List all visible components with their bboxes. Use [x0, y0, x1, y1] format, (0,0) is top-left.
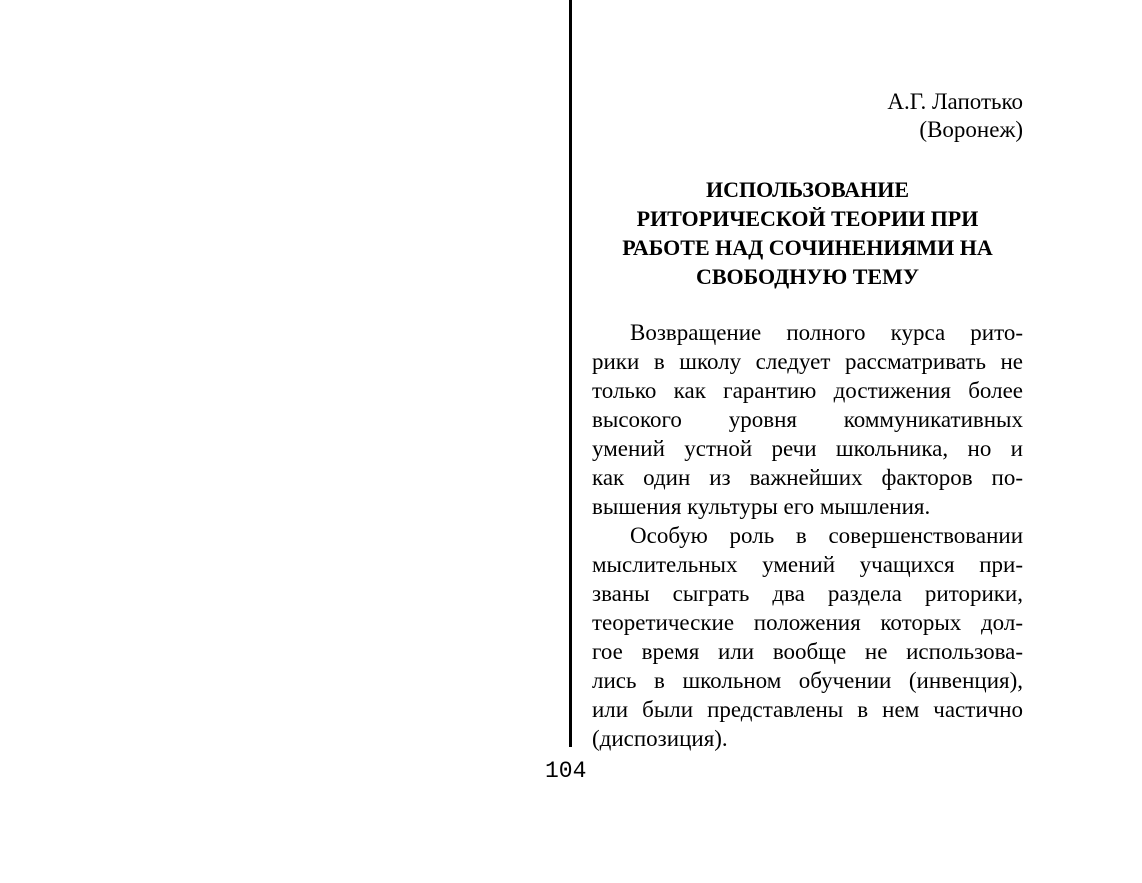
body-line: умений устной речи школьника, но и [592, 436, 1023, 461]
body-line: Возвращение полного курса рито- [630, 320, 1023, 345]
body-line: (диспозиция). [592, 726, 728, 751]
title-line: СВОБОДНУЮ ТЕМУ [695, 264, 919, 289]
title-line: РИТОРИЧЕСКОЙ ТЕОРИИ ПРИ [636, 206, 979, 231]
article-title [592, 175, 1023, 291]
author-name: А.Г. Лапотько [887, 89, 1023, 114]
author-block [592, 88, 1023, 144]
body-line: теоретические положения которых дол- [592, 610, 1023, 635]
body-line: вышения культуры его мышления. [592, 494, 931, 519]
body-line: Особую роль в совершенствовании [630, 523, 1023, 548]
body-line: высокого уровня коммуникативных [592, 407, 1023, 432]
body-line: рики в школу следует рассматривать не [592, 349, 1023, 374]
article-body [592, 318, 1023, 753]
title-line: РАБОТЕ НАД СОЧИНЕНИЯМИ НА [622, 235, 993, 260]
author-city: (Воронеж) [919, 117, 1023, 142]
body-line: званы сыграть два раздела риторики, [592, 581, 1023, 606]
body-line: как один из важнейших факторов по- [592, 465, 1023, 490]
page-number: 104 [545, 758, 587, 784]
title-line: ИСПОЛЬЗОВАНИЕ [705, 177, 910, 202]
body-line: мыслительных умений учащихся при- [592, 552, 1023, 577]
body-line: или были представлены в нем частично [592, 697, 1023, 722]
body-line: только как гарантию достижения более [592, 378, 1023, 403]
body-line: гое время или вообще не использова- [592, 639, 1023, 664]
body-paragraph [592, 521, 1023, 753]
body-line: лись в школьном обучении (инвенция), [592, 668, 1023, 693]
body-paragraph [592, 318, 1023, 521]
page-divider-line [569, 0, 572, 747]
